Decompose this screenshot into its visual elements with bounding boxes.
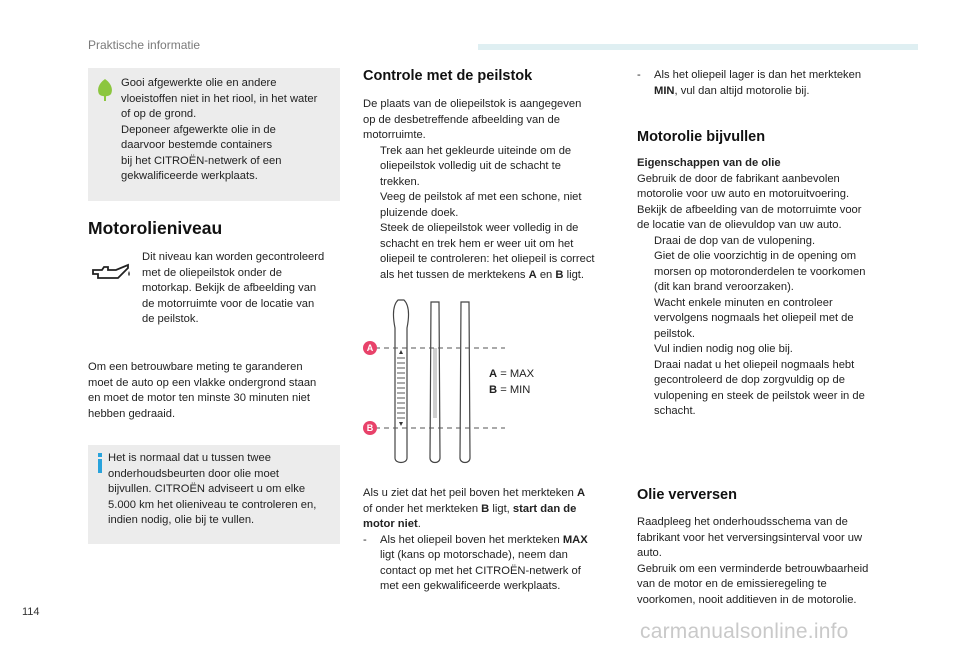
icon-text-line: de peilstok.	[142, 313, 199, 325]
verversen-line: fabrikant voor het verversingsinterval voor uw	[637, 531, 863, 544]
section-label: Praktische informatie	[88, 38, 201, 52]
env-line: of op de grond.	[121, 108, 197, 120]
info-line: onderhoudsbeurten door olie moet	[108, 467, 280, 480]
info-line: bijvullen. CITROËN adviseert u om elke	[108, 483, 306, 495]
bullet-line: Veeg de peilstok af met een schone, niet	[380, 191, 582, 203]
info-line: indien nodig, olie bij te vullen.	[108, 514, 255, 526]
para-line: en moet de motor ten minste 30 minuten niet	[88, 392, 311, 404]
header-bar	[478, 44, 918, 50]
eig-line: Bekijk de afbeelding van de motorruimte voor	[637, 203, 862, 216]
bullet-line: Giet de olie voorzichtig in de opening om	[654, 250, 857, 262]
para-line: moet de auto op een vlakke ondergrond staan	[88, 376, 317, 389]
marker-b: B	[363, 421, 377, 435]
bullet-line: schacht.	[654, 405, 696, 417]
watermark: carmanualsonline.info	[640, 620, 849, 643]
dash-item	[363, 533, 623, 595]
env-line: bij het CITROËN-netwerk of een	[121, 154, 282, 167]
env-line: Deponeer afgewerkte olie in de	[121, 123, 276, 136]
dash-mark: -	[363, 533, 367, 546]
info-line: Het is normaal dat u tussen twee	[108, 452, 271, 464]
para-line: hebben gedraaid.	[88, 407, 176, 420]
bullet-line: Steek de oliepeilstok weer volledig in de	[380, 222, 579, 234]
info-note	[88, 445, 340, 544]
bullet-line: Trek aan het gekleurde uiteinde om de	[380, 144, 572, 157]
eig-line: de locatie van de olievuldop van uw auto.	[637, 219, 842, 231]
eig-line: Gebruik de door de fabrikant aanbevolen	[637, 172, 840, 185]
legend	[489, 367, 534, 398]
verversen-line: voorkomen, nooit additieven in de motorolie.	[637, 593, 857, 606]
environment-note	[88, 68, 340, 201]
icon-text-line: Dit niveau kan worden gecontroleerd	[142, 251, 325, 263]
bullet-item	[637, 249, 899, 296]
eig-title: Eigenschappen van de olie	[637, 157, 781, 169]
dash-line: contact op met het CITROËN-netwerk of	[380, 564, 581, 577]
intro-line: op de desbetreffende afbeelding van de	[363, 113, 560, 126]
verversen-heading: Olie verversen	[637, 487, 737, 503]
icon-text-line: de motorruimte voor de locatie van	[142, 297, 315, 310]
bullet-item	[637, 234, 899, 250]
dash-line: Als het oliepeil boven het merkteken MAX	[380, 533, 588, 546]
bullet-item	[637, 296, 899, 343]
bullet-line: Draai nadat u het oliepeil nogmaals hebt	[654, 358, 855, 371]
result-line: Als u ziet dat het peil boven het merkteken A	[363, 487, 586, 499]
bullet-line: pluizende doek.	[380, 206, 459, 219]
env-line: Gooi afgewerkte olie en andere	[121, 77, 277, 89]
verversen-line: van de motor en de emissieregeling te	[637, 578, 827, 590]
para-line: Om een betrouwbare meting te garanderen	[88, 361, 303, 373]
page-number: 114	[22, 606, 40, 618]
intro-line: motorruimte.	[363, 129, 426, 141]
bullet-line: schacht en trek hem er weer uit om het	[380, 237, 574, 250]
bullet-line: trekken.	[380, 175, 420, 188]
env-line: daarvoor bestemde containers	[121, 139, 273, 151]
bullet-item	[363, 190, 618, 221]
verversen-line: auto.	[637, 547, 662, 559]
bullet-line: oliepeil te controleren: het oliepeil is correct	[380, 253, 595, 265]
legend-max: A = MAX	[489, 368, 535, 380]
bullet-line: Vul indien nodig nog olie bij.	[654, 343, 793, 355]
bullet-line: Draai de dop van de vulopening.	[654, 234, 816, 247]
verversen-line: Raadpleeg het onderhoudsschema van de	[637, 516, 848, 528]
measurement-paragraph	[88, 360, 340, 422]
result-line: motor niet.	[363, 518, 421, 530]
oil-can-icon	[90, 262, 132, 291]
dash-line: MIN, vul dan altijd motorolie bij.	[654, 84, 810, 97]
verversen-line: Gebruik om een verminderde betrouwbaarheid	[637, 562, 869, 575]
bullet-item	[363, 144, 618, 191]
bullet-line: als het tussen de merktekens A en B ligt.	[380, 268, 585, 281]
bijvullen-heading: Motorolie bijvullen	[637, 129, 766, 145]
dash-item	[637, 68, 897, 99]
dash-line: met een gekwalificeerde werkplaats.	[380, 580, 561, 592]
dash-line: Als het oliepeil lager is dan het merkteken	[654, 69, 862, 81]
bullet-line: peilstok.	[654, 327, 696, 340]
bullet-line: oliepeilstok volledig uit de schacht te	[380, 160, 561, 172]
bullet-line: Wacht enkele minuten en controleer	[654, 296, 833, 309]
marker-a: A	[363, 341, 377, 355]
leaf-icon	[96, 78, 114, 107]
icon-text-line: met de oliepeilstok onder de	[142, 266, 282, 279]
dash-line: ligt (kans op motorschade), neem dan	[380, 549, 568, 561]
info-line: 5.000 km het olieniveau te controleren en,	[108, 498, 317, 511]
env-line: vloeistoffen niet in het riool, in het water	[121, 92, 318, 105]
bullet-line: vervolgens nogmaals het oliepeil met de	[654, 312, 854, 324]
dash-mark: -	[637, 69, 641, 81]
eig-line: motorolie voor uw auto en motoruitvoering.	[637, 188, 850, 200]
intro-line: De plaats van de oliepeilstok is aangegeven	[363, 98, 582, 110]
bullet-line: morsen op motoronderdelen te voorkomen	[654, 265, 866, 278]
bullet-item	[363, 221, 618, 283]
bullet-line: (dit kan brand veroorzaken).	[654, 281, 794, 293]
bullet-item	[637, 358, 899, 420]
icon-text-line: motorkap. Bekijk de afbeelding van	[142, 282, 317, 294]
env-line: gekwalificeerde werkplaats.	[121, 170, 258, 182]
bullet-line: gecontroleerd de dop zorgvuldig op de	[654, 374, 845, 386]
legend-min: B = MIN	[489, 383, 531, 396]
bullet-item	[637, 342, 899, 358]
controle-heading: Controle met de peilstok	[363, 68, 533, 84]
info-icon	[96, 453, 104, 478]
motorolieniveau-heading: Motorolieniveau	[88, 218, 223, 238]
bullet-line: vulopening en steek de peilstok weer in de	[654, 389, 865, 402]
result-line: of onder het merkteken B ligt, start dan de	[363, 502, 577, 515]
